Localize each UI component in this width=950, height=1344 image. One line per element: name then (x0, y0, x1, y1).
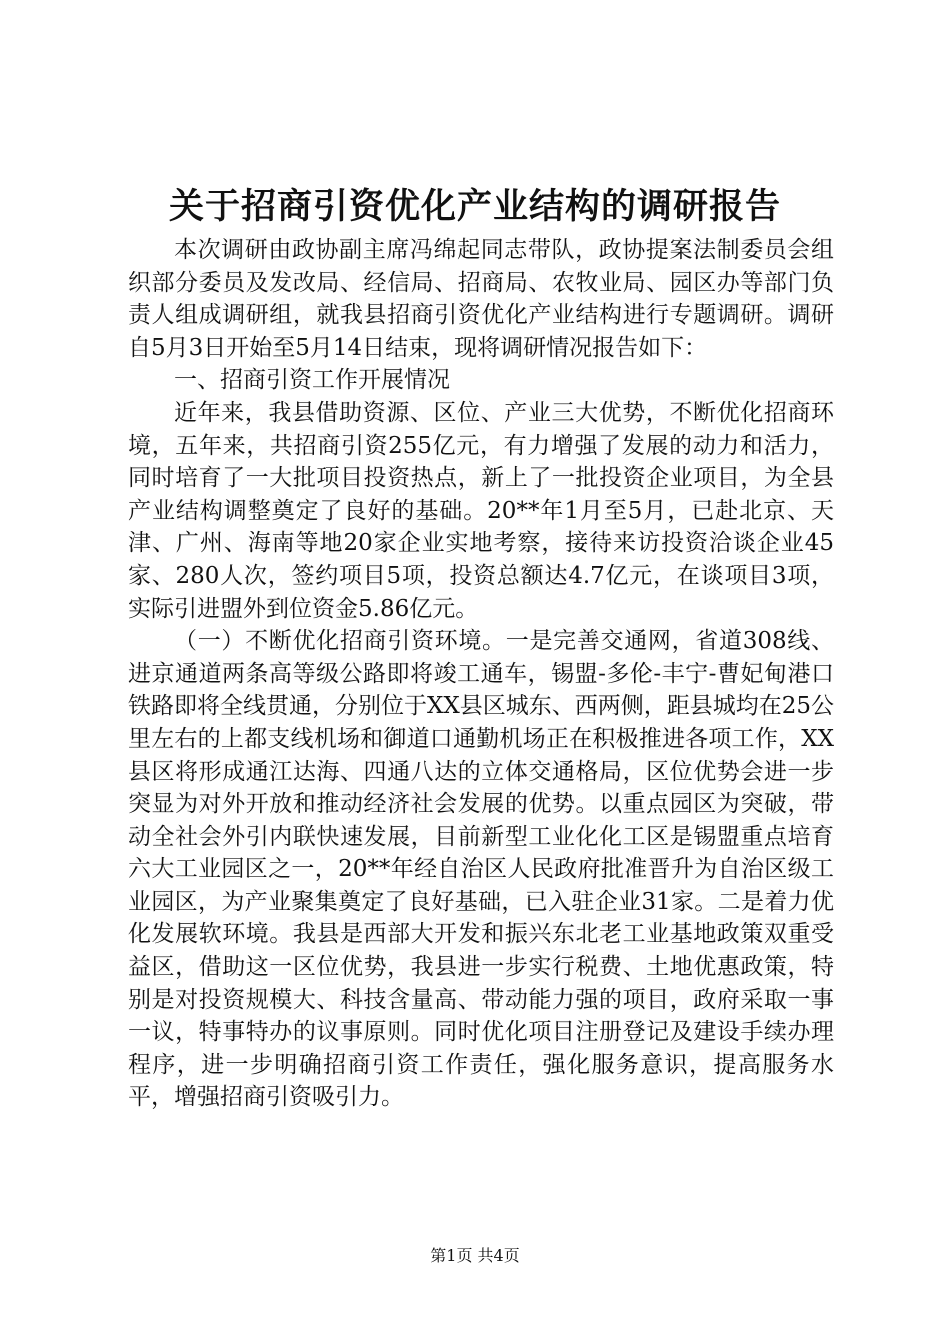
paragraph-subsection-1: （一）不断优化招商引资环境。一是完善交通网，省道308线、进京通道两条高等级公路即将竣工通车，锡盟-多伦-丰宁-曹妃甸港口铁路即将全线贯通，分别位于XX县区城东、西两侧，距县城均在25公里左右的上都支线机场和御道口通勤机场正在积极推进各项工作，XX县区将形成通江达海、四通八达的立体交通格局，区位优势会进一步突显为对外开放和推动经济社会发展的优势。以重点园区为突破，带动全社会外引内联快速发展，目前新型工业化化工区是锡盟重点培育六大工业园区之一，20**年经自治区人民政府批准晋升为自治区级工业园区，为产业聚集奠定了良好基础，已入驻企业31家。二是着力优化发展软环境。我县是西部大开发和振兴东北老工业基地政策双重受益区，借助这一区位优势，我县进一步实行税费、土地优惠政策，特别是对投资规模大、科技含量高、带动能力强的项目，政府采取一事一议，特事特办的议事原则。同时优化项目注册登记及建设手续办理程序，进一步明确招商引资工作责任，强化服务意识，提高服务水平，增强招商引资吸引力。 (128, 628, 835, 1111)
section-heading-1: 一、招商引资工作开展情况 (174, 367, 450, 394)
page-footer: 第1页 共4页 (430, 1246, 520, 1265)
document-title: 关于招商引资优化产业结构的调研报告 (168, 186, 781, 227)
paragraph-overview: 近年来，我县借助资源、区位、产业三大优势，不断优化招商环境，五年来，共招商引资255亿元，有力增强了发展的动力和活力，同时培育了一大批项目投资热点，新上了一批投资企业项目，为全县产业结构调整奠定了良好的基础。20**年1月至5月，已赴北京、天津、广州、海南等地20家企业实地考察，接待来访投资洽谈企业45家、280人次，签约项目5项，投资总额达4.7亿元，在谈项目3项，实际引进盟外到位资金5.86亿元。 (128, 399, 834, 622)
paragraph-intro: 本次调研由政协副主席冯绵起同志带队，政协提案法制委员会组织部分委员及发改局、经信局、招商局、农牧业局、园区办等部门负责人组成调研组，就我县招商引资优化产业结构进行专题调研。调研自5月3日开始至5月14日结束，现将调研情况报告如下： (128, 237, 834, 361)
document-body (128, 234, 834, 1114)
